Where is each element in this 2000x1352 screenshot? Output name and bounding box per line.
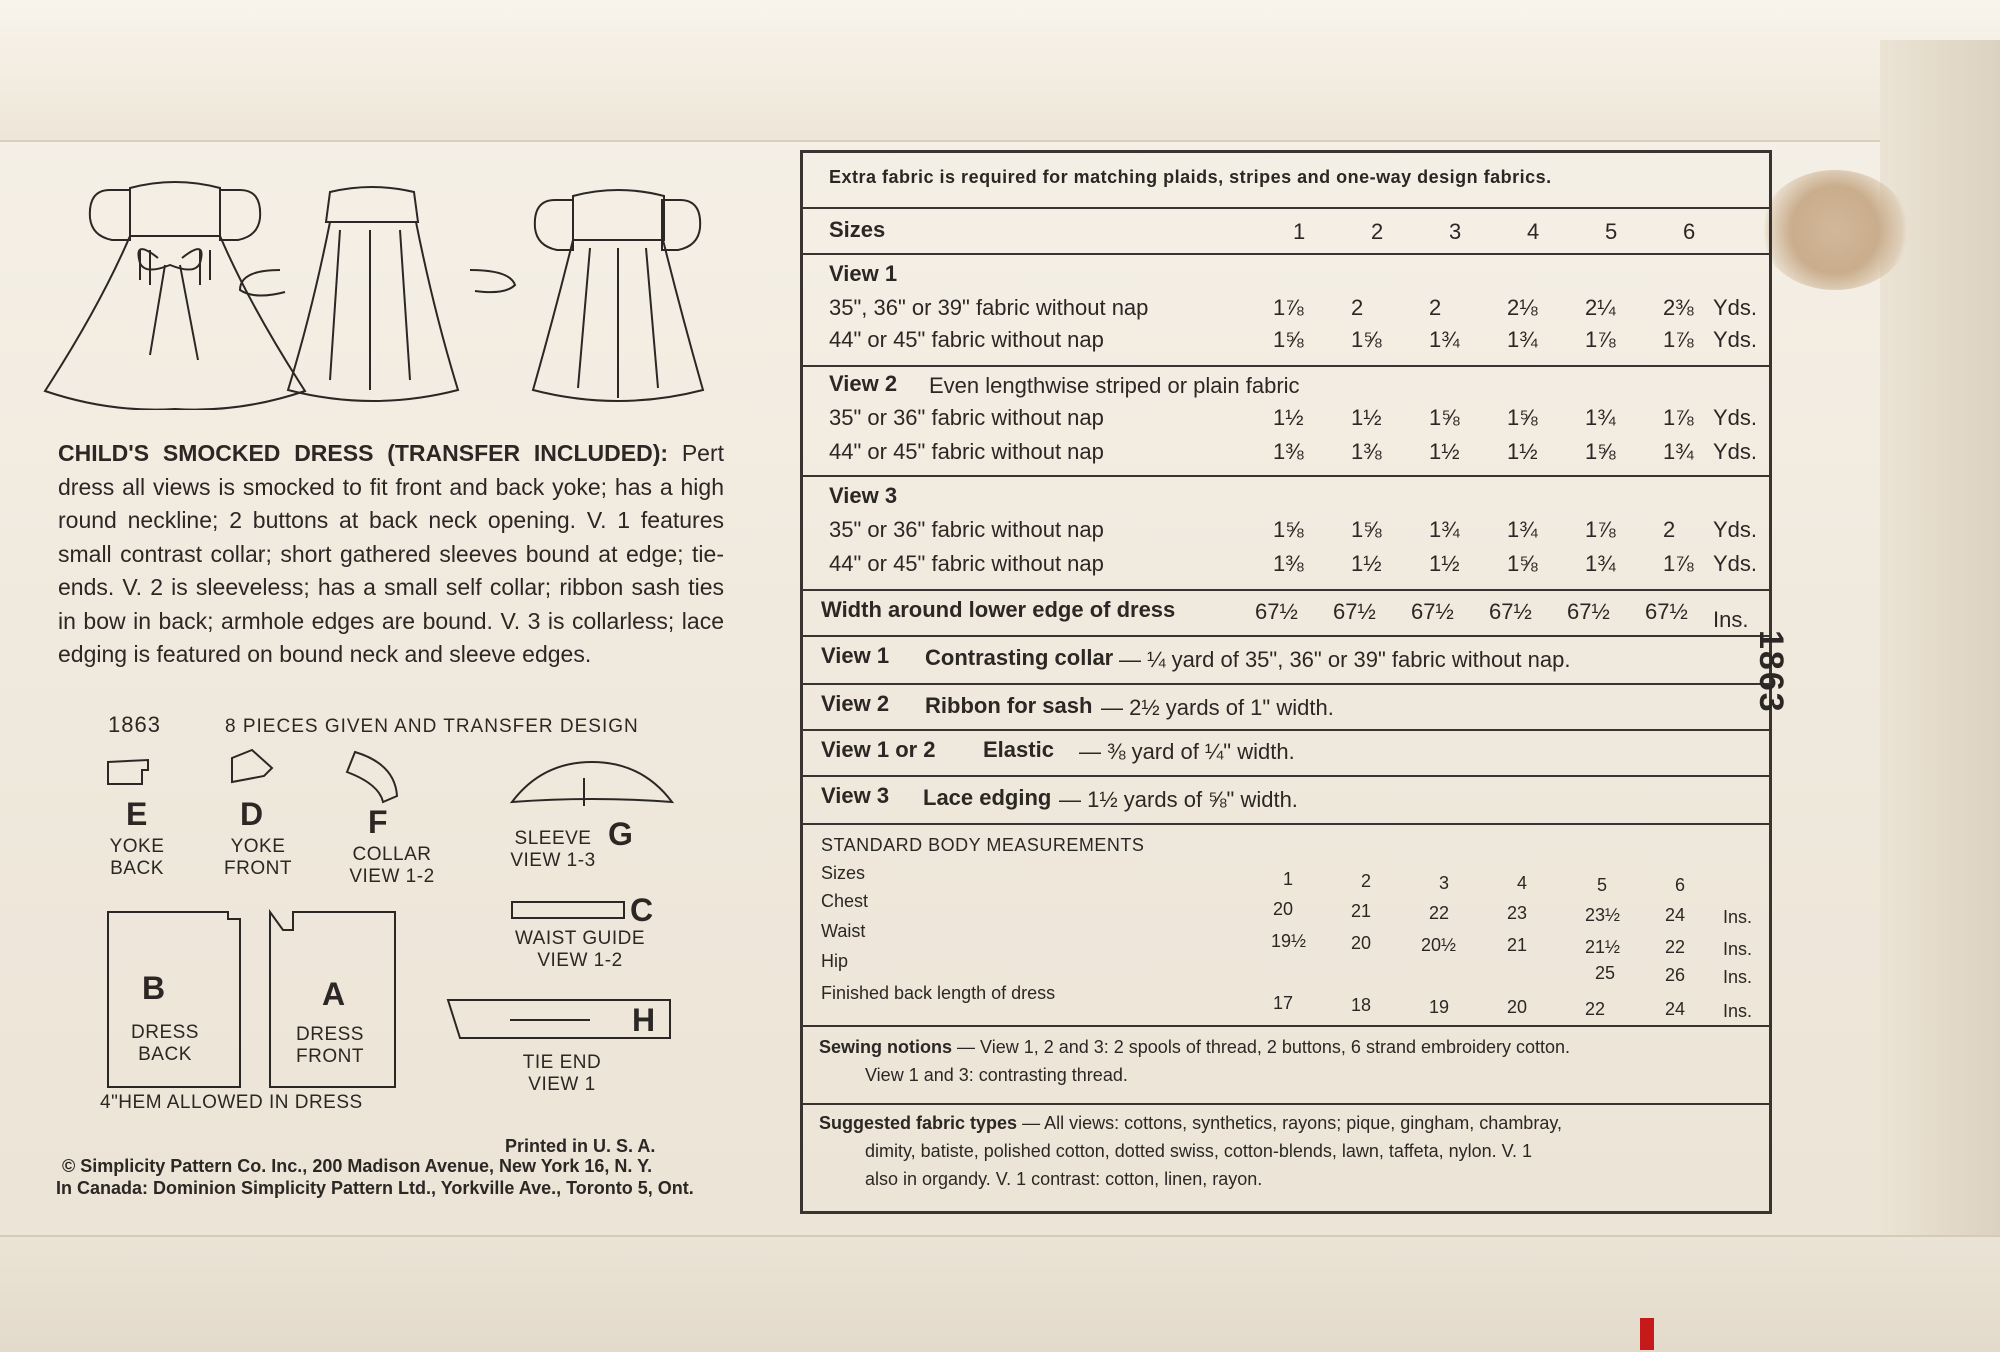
view-3-row-1-unit: Yds.	[1713, 517, 1758, 542]
view-1-row-1-size-5: 2¼	[1585, 295, 1616, 320]
piece-c-line1: WAIST GUIDE	[514, 928, 646, 949]
view-1-row-1-size-3: 2	[1429, 295, 1442, 320]
divider	[803, 729, 1769, 731]
piece-letter-f: F	[368, 804, 388, 840]
envelope-bottom-edge	[0, 1235, 2000, 1352]
table-header-note: Extra fabric is required for matching plaids, stripes and one-way design fabrics.	[829, 167, 1552, 187]
body-row-2-size-3: 20½	[1421, 935, 1457, 955]
width-size-3: 67½	[1411, 599, 1454, 624]
divider	[803, 683, 1769, 685]
body-size-3: 3	[1439, 873, 1450, 893]
divider	[803, 207, 1769, 209]
collar-shape	[347, 752, 397, 802]
notion-2-item: Ribbon for sash	[925, 693, 1093, 718]
divider	[803, 365, 1769, 367]
size-col-1: 1	[1293, 219, 1306, 244]
view-2-row-2-unit: Yds.	[1713, 439, 1758, 464]
piece-label-a	[280, 1024, 380, 1068]
view-3-title: View 3	[829, 483, 898, 508]
view-2-row-2-size-1: 1⅜	[1273, 439, 1304, 464]
width-size-1: 67½	[1255, 599, 1298, 624]
notion-3-view: View 1 or 2	[821, 737, 936, 762]
piece-letter-d: D	[240, 796, 264, 832]
view-2-row-1-unit: Yds.	[1713, 405, 1758, 430]
piece-e-line2: BACK	[110, 858, 164, 879]
body-row-3-size-5: 25	[1595, 963, 1616, 983]
piece-h-line1: TIE END	[522, 1052, 602, 1073]
divider	[803, 253, 1769, 255]
size-col-2: 2	[1371, 219, 1384, 244]
size-col-5: 5	[1605, 219, 1618, 244]
width-row-label: Width around lower edge of dress	[821, 597, 1176, 622]
body-size-2: 2	[1361, 871, 1372, 891]
view-1-row-2-size-3: 1¾	[1429, 327, 1460, 352]
view-2-title: View 2	[829, 371, 898, 396]
fabric-types-line-1: — All views: cottons, synthetics, rayons; pique, gingham, chambray,	[1022, 1113, 1562, 1133]
view-1-row-1-unit: Yds.	[1713, 295, 1758, 320]
view-3-row-2-label: 44" or 45" fabric without nap	[829, 551, 1104, 576]
view-2-row-1-size-6: 1⅞	[1663, 405, 1694, 430]
copyright-line: © Simplicity Pattern Co. Inc., 200 Madison Avenue, New York 16, N. Y.	[62, 1156, 653, 1176]
piece-h-line2: VIEW 1	[528, 1074, 596, 1095]
piece-label-e	[92, 836, 182, 880]
sewing-notions-line-2: View 1 and 3: contrasting thread.	[865, 1065, 1128, 1085]
piece-label-h	[512, 1052, 612, 1096]
view-2-row-2-size-4: 1½	[1507, 439, 1538, 464]
body-measurements-title: STANDARD BODY MEASUREMENTS	[821, 835, 1145, 855]
view-2-row-2-label: 44" or 45" fabric without nap	[829, 439, 1104, 464]
fabric-types-line-3: also in organdy. V. 1 contrast: cotton, linen, rayon.	[865, 1169, 1263, 1189]
body-row-1-size-6: 24	[1665, 905, 1686, 925]
body-row-2-unit: Ins.	[1723, 939, 1753, 959]
notion-4-item: Lace edging	[923, 785, 1052, 810]
body-row-3-size-6: 26	[1665, 965, 1686, 985]
view-3-row-1-size-6: 2	[1663, 517, 1676, 542]
view-1-row-2-size-5: 1⅞	[1585, 327, 1616, 352]
divider	[803, 775, 1769, 777]
size-col-3: 3	[1449, 219, 1462, 244]
view-2-subtitle: Even lengthwise striped or plain fabric	[929, 373, 1300, 398]
description-text: Pert dress all views is smocked to fit front and back yoke; has a high round neckline; 2 buttons at back neck opening. V. 1 features small contrast collar; short gathered sleeves bound at edge; tie-ends. V. 2 is sleeveless; has a small self collar; ribbon sash ties in bow in back; armhole edges are bound. V. 3 is collarless; lace edging is featured on bound neck and sleeve edges.	[58, 440, 724, 667]
pattern-number: 1863	[108, 712, 161, 737]
body-row-4-size-6: 24	[1665, 999, 1686, 1019]
description-title: CHILD'S SMOCKED DRESS (TRANSFER INCLUDED):	[58, 440, 669, 466]
view-3-row-2-size-3: 1½	[1429, 551, 1460, 576]
piece-label-d	[208, 836, 308, 880]
divider	[803, 1103, 1769, 1105]
notion-1-text: — ¼ yard of 35", 36" or 39" fabric without nap.	[1119, 647, 1571, 672]
view-1-row-2-size-4: 1¾	[1507, 327, 1538, 352]
body-size-6: 6	[1675, 875, 1686, 895]
piece-letter-g: G	[608, 816, 633, 852]
divider	[803, 1025, 1769, 1027]
view-3-row-2-size-5: 1¾	[1585, 551, 1616, 576]
pattern-pieces	[80, 700, 720, 1120]
piece-a-line2: FRONT	[296, 1046, 364, 1067]
stain-mark	[1760, 170, 1910, 290]
piece-d-line1: YOKE	[230, 836, 286, 857]
yoke-back-shape	[108, 760, 148, 784]
printed-in: Printed in U. S. A.	[505, 1136, 656, 1156]
piece-g-line2: VIEW 1-3	[510, 850, 596, 871]
view-1-row-2-label: 44" or 45" fabric without nap	[829, 327, 1104, 352]
yoke-front-shape	[232, 750, 272, 782]
sewing-notions	[819, 1037, 1570, 1058]
canada-line: In Canada: Dominion Simplicity Pattern Ltd., Yorkville Ave., Toronto 5, Ont.	[56, 1178, 694, 1198]
piece-b-line1: DRESS	[131, 1022, 199, 1043]
pieces-heading: 8 PIECES GIVEN AND TRANSFER DESIGN	[225, 716, 639, 737]
view-3-row-1-label: 35" or 36" fabric without nap	[829, 517, 1104, 542]
width-unit: Ins.	[1713, 607, 1749, 632]
fabric-types	[819, 1113, 1562, 1134]
width-size-6: 67½	[1645, 599, 1688, 624]
body-row-2-size-1: 19½	[1271, 931, 1307, 951]
dress-view-3-drawing	[533, 190, 703, 401]
dress-view-2-drawing	[240, 187, 515, 401]
view-1-row-2-unit: Yds.	[1713, 327, 1758, 352]
view-2-row-2-size-2: 1⅜	[1351, 439, 1382, 464]
divider	[803, 635, 1769, 637]
view-1-row-1-size-6: 2⅜	[1663, 295, 1694, 320]
hem-note: 4"HEM ALLOWED IN DRESS	[100, 1092, 363, 1113]
piece-e-line1: YOKE	[109, 836, 165, 857]
body-row-4-size-3: 19	[1429, 997, 1450, 1017]
body-row-2-size-2: 20	[1351, 933, 1372, 953]
piece-letter-b: B	[142, 970, 166, 1006]
view-3-row-1-size-3: 1¾	[1429, 517, 1460, 542]
divider	[803, 475, 1769, 477]
body-row-2-label: Waist	[821, 921, 866, 941]
view-2-row-2-size-6: 1¾	[1663, 439, 1694, 464]
width-size-5: 67½	[1567, 599, 1610, 624]
red-tab	[1640, 1318, 1654, 1350]
body-row-4-size-1: 17	[1273, 993, 1294, 1013]
notion-1-view: View 1	[821, 643, 890, 668]
fabric-types-label: Suggested fabric types	[819, 1113, 1018, 1133]
body-row-1-size-4: 23	[1507, 903, 1528, 923]
divider	[803, 823, 1769, 825]
body-row-4-size-4: 20	[1507, 997, 1528, 1017]
size-col-4: 4	[1527, 219, 1540, 244]
sizes-label: Sizes	[829, 217, 886, 242]
piece-letter-h: H	[632, 1002, 656, 1038]
side-pattern-number: 1863	[1752, 630, 1790, 714]
view-1-row-1-size-2: 2	[1351, 295, 1364, 320]
divider	[803, 589, 1769, 591]
view-3-row-1-size-5: 1⅞	[1585, 517, 1616, 542]
piece-f-line1: COLLAR	[352, 844, 432, 865]
body-row-4-size-2: 18	[1351, 995, 1372, 1015]
piece-d-line2: FRONT	[224, 858, 292, 879]
piece-label-g	[508, 828, 598, 872]
view-3-row-2-size-2: 1½	[1351, 551, 1382, 576]
body-row-1-label: Chest	[821, 891, 869, 911]
body-size-1: 1	[1283, 869, 1294, 889]
body-row-2-size-4: 21	[1507, 935, 1528, 955]
view-3-row-2-size-6: 1⅞	[1663, 551, 1694, 576]
body-row-2-size-5: 21½	[1585, 937, 1621, 957]
dress-drawings	[40, 170, 760, 410]
piece-a-line1: DRESS	[296, 1024, 364, 1045]
piece-label-b	[120, 1022, 210, 1066]
piece-g-line1: SLEEVE	[514, 828, 592, 849]
view-3-row-2-size-1: 1⅜	[1273, 551, 1304, 576]
body-row-3-label: Hip	[821, 951, 849, 971]
size-col-6: 6	[1683, 219, 1696, 244]
body-row-1-size-1: 20	[1273, 899, 1294, 919]
body-row-3-unit: Ins.	[1723, 967, 1753, 987]
piece-b-line2: BACK	[138, 1044, 192, 1065]
yardage-table	[800, 150, 1772, 1214]
piece-letter-e: E	[126, 796, 148, 832]
piece-f-line2: VIEW 1-2	[349, 866, 435, 887]
body-row-1-unit: Ins.	[1723, 907, 1753, 927]
notion-4-view: View 3	[821, 783, 890, 808]
view-2-row-1-size-5: 1¾	[1585, 405, 1616, 430]
notion-3-text: — ⅜ yard of ¼" width.	[1079, 739, 1295, 764]
view-2-row-1-size-4: 1⅝	[1507, 405, 1538, 430]
body-row-2-size-6: 22	[1665, 937, 1686, 957]
width-size-4: 67½	[1489, 599, 1532, 624]
view-1-row-1-size-1: 1⅞	[1273, 295, 1304, 320]
body-row-1-size-2: 21	[1351, 901, 1372, 921]
body-sizes-label: Sizes	[821, 863, 866, 883]
body-size-4: 4	[1517, 873, 1528, 893]
view-1-row-2-size-1: 1⅝	[1273, 327, 1304, 352]
view-2-row-1-size-1: 1½	[1273, 405, 1304, 430]
envelope-flap	[0, 0, 2000, 142]
view-2-row-1-size-3: 1⅝	[1429, 405, 1460, 430]
view-3-row-1-size-1: 1⅝	[1273, 517, 1304, 542]
view-2-row-2-size-5: 1⅝	[1585, 439, 1616, 464]
view-1-row-2-size-2: 1⅝	[1351, 327, 1382, 352]
notion-3-item: Elastic	[983, 737, 1054, 762]
body-row-4-size-5: 22	[1585, 999, 1606, 1019]
pattern-description	[58, 437, 724, 672]
fabric-types-line-2: dimity, batiste, polished cotton, dotted swiss, cotton-blends, lawn, taffeta, nylon. V. 1	[865, 1141, 1533, 1161]
waist-guide-shape	[512, 902, 624, 918]
view-2-row-1-label: 35" or 36" fabric without nap	[829, 405, 1104, 430]
view-1-row-1-size-4: 2⅛	[1507, 295, 1538, 320]
body-row-4-label: Finished back length of dress	[821, 983, 1056, 1003]
body-row-1-size-5: 23½	[1585, 905, 1621, 925]
piece-letter-c: C	[630, 892, 654, 928]
view-3-row-2-size-4: 1⅝	[1507, 551, 1538, 576]
view-2-row-2-size-3: 1½	[1429, 439, 1460, 464]
view-1-row-1-label: 35", 36" or 39" fabric without nap	[829, 295, 1149, 320]
piece-c-line2: VIEW 1-2	[537, 950, 623, 971]
width-size-2: 67½	[1333, 599, 1376, 624]
view-3-row-1-size-2: 1⅝	[1351, 517, 1382, 542]
body-row-1-size-3: 22	[1429, 903, 1450, 923]
notion-2-text: — 2½ yards of 1" width.	[1101, 695, 1334, 720]
view-2-row-1-size-2: 1½	[1351, 405, 1382, 430]
sewing-notions-line-1: — View 1, 2 and 3: 2 spools of thread, 2 buttons, 6 strand embroidery cotton.	[957, 1037, 1571, 1057]
body-row-4-unit: Ins.	[1723, 1001, 1753, 1021]
sewing-notions-label: Sewing notions	[819, 1037, 952, 1057]
sleeve-shape	[512, 762, 672, 802]
notion-2-view: View 2	[821, 691, 890, 716]
view-3-row-2-unit: Yds.	[1713, 551, 1758, 576]
piece-label-f	[342, 844, 442, 888]
piece-label-c	[500, 928, 660, 972]
view-3-row-1-size-4: 1¾	[1507, 517, 1538, 542]
notion-1-item: Contrasting collar	[925, 645, 1114, 670]
body-size-5: 5	[1597, 875, 1608, 895]
piece-letter-a: A	[322, 976, 346, 1012]
view-1-title: View 1	[829, 261, 898, 286]
view-1-row-2-size-6: 1⅞	[1663, 327, 1694, 352]
notion-4-text: — 1½ yards of ⅝" width.	[1059, 787, 1298, 812]
